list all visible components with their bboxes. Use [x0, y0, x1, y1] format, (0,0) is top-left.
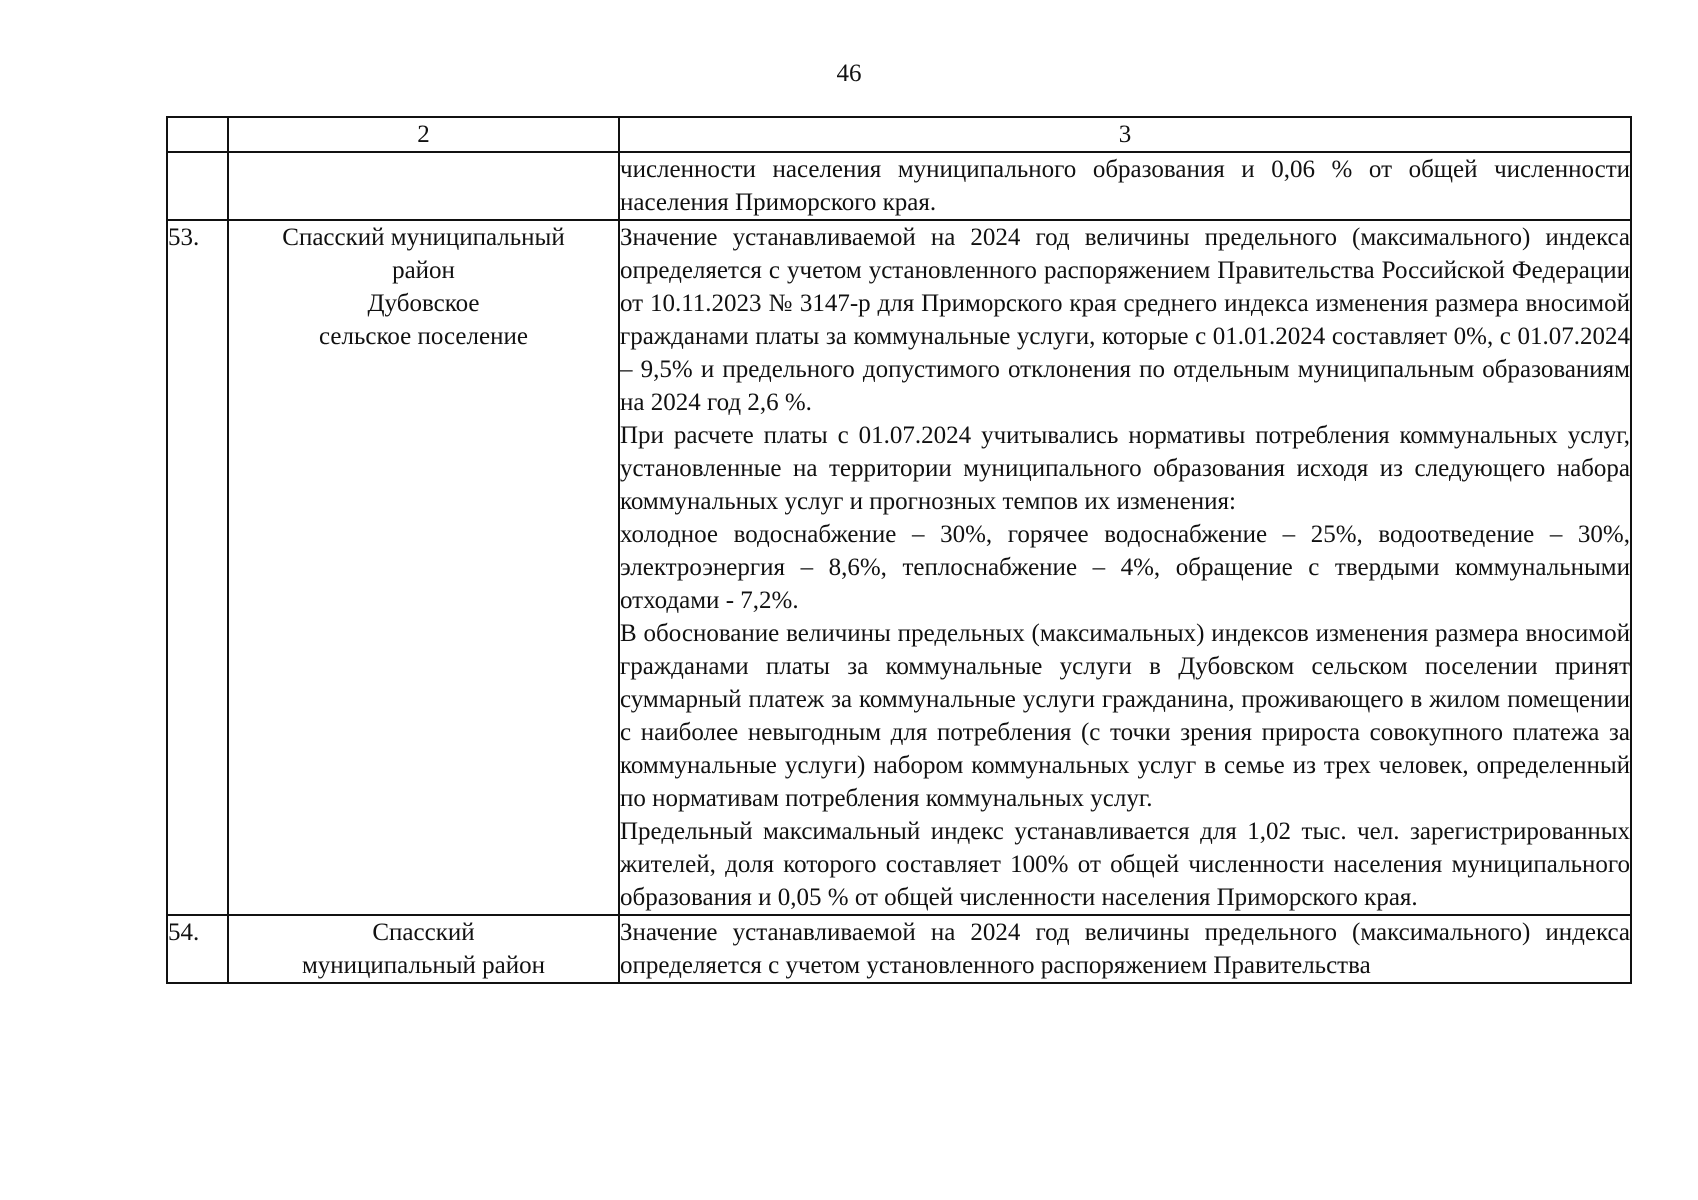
municipality-name-line: Дубовское — [367, 290, 480, 317]
row-number: 54. — [167, 915, 228, 983]
municipality-name-line: муниципальный район — [301, 952, 546, 979]
header-col-1 — [167, 117, 228, 152]
municipality-name — [228, 915, 619, 983]
municipality-name — [228, 220, 619, 915]
row-number: 53. — [167, 220, 228, 915]
row-description — [619, 220, 1631, 915]
description-paragraph: При расчете платы с 01.07.2024 учитывались нормативы потребления коммунальных услуг, установленные на территории муниципального образования исходя из следующего набора коммунальных услуг и прогнозных темпов их изменения: — [620, 422, 1630, 515]
municipality-name-line: сельское поселение — [319, 323, 528, 350]
row-description — [619, 915, 1631, 983]
header-col-2: 2 — [228, 117, 619, 152]
table-row — [167, 915, 1631, 983]
page-number: 46 — [836, 60, 862, 87]
municipality-name-line: Спасский муниципальный — [282, 224, 565, 251]
description-paragraph: холодное водоснабжение – 30%, горячее водоснабжение – 25%, водоотведение – 30%, электроэнергия – 8,6%, теплоснабжение – 4%, обращение с твердыми коммунальными отходами - 7,2%. — [620, 521, 1630, 614]
table-header-row — [167, 117, 1631, 152]
description-paragraph: Значение устанавливаемой на 2024 год величины предельного (максимального) индекса определяется с учетом установленного распоряжением Правительства Российской Федерации от 10.11.2023 № 3147-р для Приморского края среднего индекса изменения размера вносимой гражданами платы за коммунальные услуги, которые с 01.01.2024 составляет 0%, с 01.07.2024 – 9,5% и предельного допустимого отклонения по отдельным муниципальным образованиям на 2024 год 2,6 %. — [620, 224, 1630, 416]
description-paragraph: В обоснование величины предельных (максимальных) индексов изменения размера вносимой гражданами платы за коммунальные услуги в Дубовском сельском поселении принят суммарный платеж за коммунальные услуги гражданина, проживающего в жилом помещении с наиболее невыгодным для потребления (с точки зрения прироста совокупного платежа за коммунальные услуги) набором коммунальных услуг в семье из трех человек, определенный по нормативам потребления коммунальных услуг. — [620, 620, 1630, 812]
document-table — [166, 116, 1632, 984]
row-description — [619, 152, 1631, 220]
description-paragraph: численности населения муниципального образования и 0,06 % от общей численности населения Приморского края. — [620, 156, 1630, 216]
row-number — [167, 152, 228, 220]
description-paragraph: Значение устанавливаемой на 2024 год величины предельного (максимального) индекса определяется с учетом установленного распоряжением Правительства — [620, 919, 1630, 979]
table-row — [167, 220, 1631, 915]
municipality-name-line: Спасский — [372, 919, 475, 946]
header-col-3: 3 — [619, 117, 1631, 152]
table-row — [167, 152, 1631, 220]
municipality-name — [228, 152, 619, 220]
description-paragraph: Предельный максимальный индекс устанавливается для 1,02 тыс. чел. зарегистрированных жителей, доля которого составляет 100% от общей численности населения муниципального образования и 0,05 % от общей численности населения Приморского края. — [620, 818, 1630, 911]
municipality-name-line: район — [392, 257, 455, 284]
